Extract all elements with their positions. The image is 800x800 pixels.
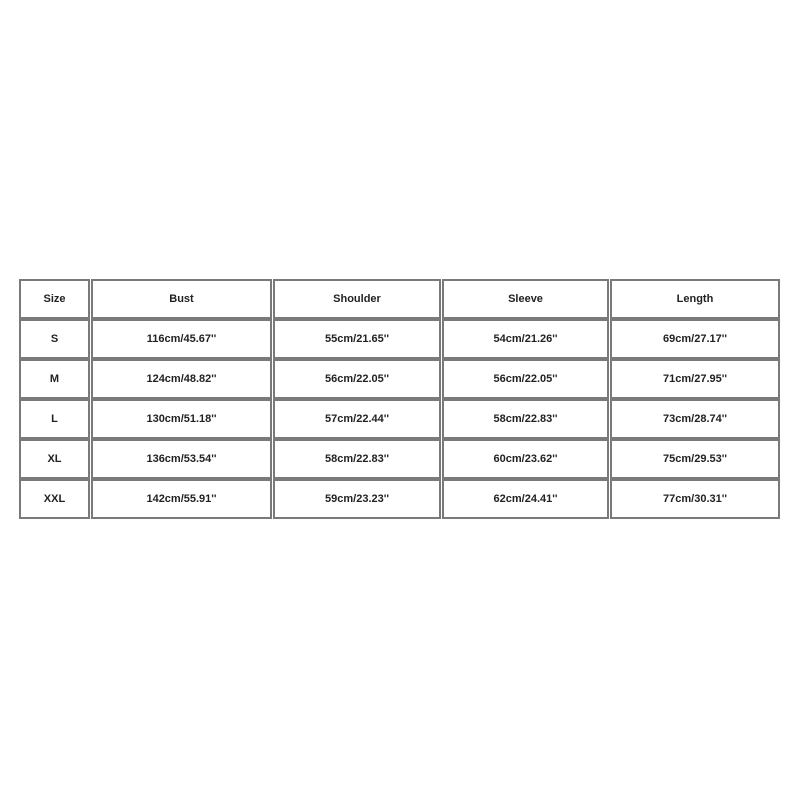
cell-length: 73cm/28.74'' bbox=[610, 399, 780, 439]
cell-length: 71cm/27.95'' bbox=[610, 359, 780, 399]
cell-size: L bbox=[19, 399, 90, 439]
cell-sleeve: 54cm/21.26'' bbox=[442, 319, 609, 359]
size-chart-table bbox=[19, 279, 781, 521]
cell-shoulder: 57cm/22.44'' bbox=[273, 399, 441, 439]
cell-size: M bbox=[19, 359, 90, 399]
cell-sleeve: 56cm/22.05'' bbox=[442, 359, 609, 399]
header-length: Length bbox=[610, 279, 780, 319]
cell-size: S bbox=[19, 319, 90, 359]
cell-sleeve: 60cm/23.62'' bbox=[442, 439, 609, 479]
header-sleeve: Sleeve bbox=[442, 279, 609, 319]
cell-bust: 142cm/55.91'' bbox=[91, 479, 272, 519]
cell-sleeve: 58cm/22.83'' bbox=[442, 399, 609, 439]
header-bust: Bust bbox=[91, 279, 272, 319]
cell-bust: 124cm/48.82'' bbox=[91, 359, 272, 399]
cell-shoulder: 56cm/22.05'' bbox=[273, 359, 441, 399]
cell-length: 69cm/27.17'' bbox=[610, 319, 780, 359]
cell-bust: 130cm/51.18'' bbox=[91, 399, 272, 439]
cell-sleeve: 62cm/24.41'' bbox=[442, 479, 609, 519]
header-shoulder: Shoulder bbox=[273, 279, 441, 319]
cell-length: 77cm/30.31'' bbox=[610, 479, 780, 519]
cell-length: 75cm/29.53'' bbox=[610, 439, 780, 479]
cell-shoulder: 55cm/21.65'' bbox=[273, 319, 441, 359]
cell-shoulder: 58cm/22.83'' bbox=[273, 439, 441, 479]
cell-bust: 136cm/53.54'' bbox=[91, 439, 272, 479]
header-size: Size bbox=[19, 279, 90, 319]
cell-size: XL bbox=[19, 439, 90, 479]
cell-size: XXL bbox=[19, 479, 90, 519]
cell-bust: 116cm/45.67'' bbox=[91, 319, 272, 359]
cell-shoulder: 59cm/23.23'' bbox=[273, 479, 441, 519]
